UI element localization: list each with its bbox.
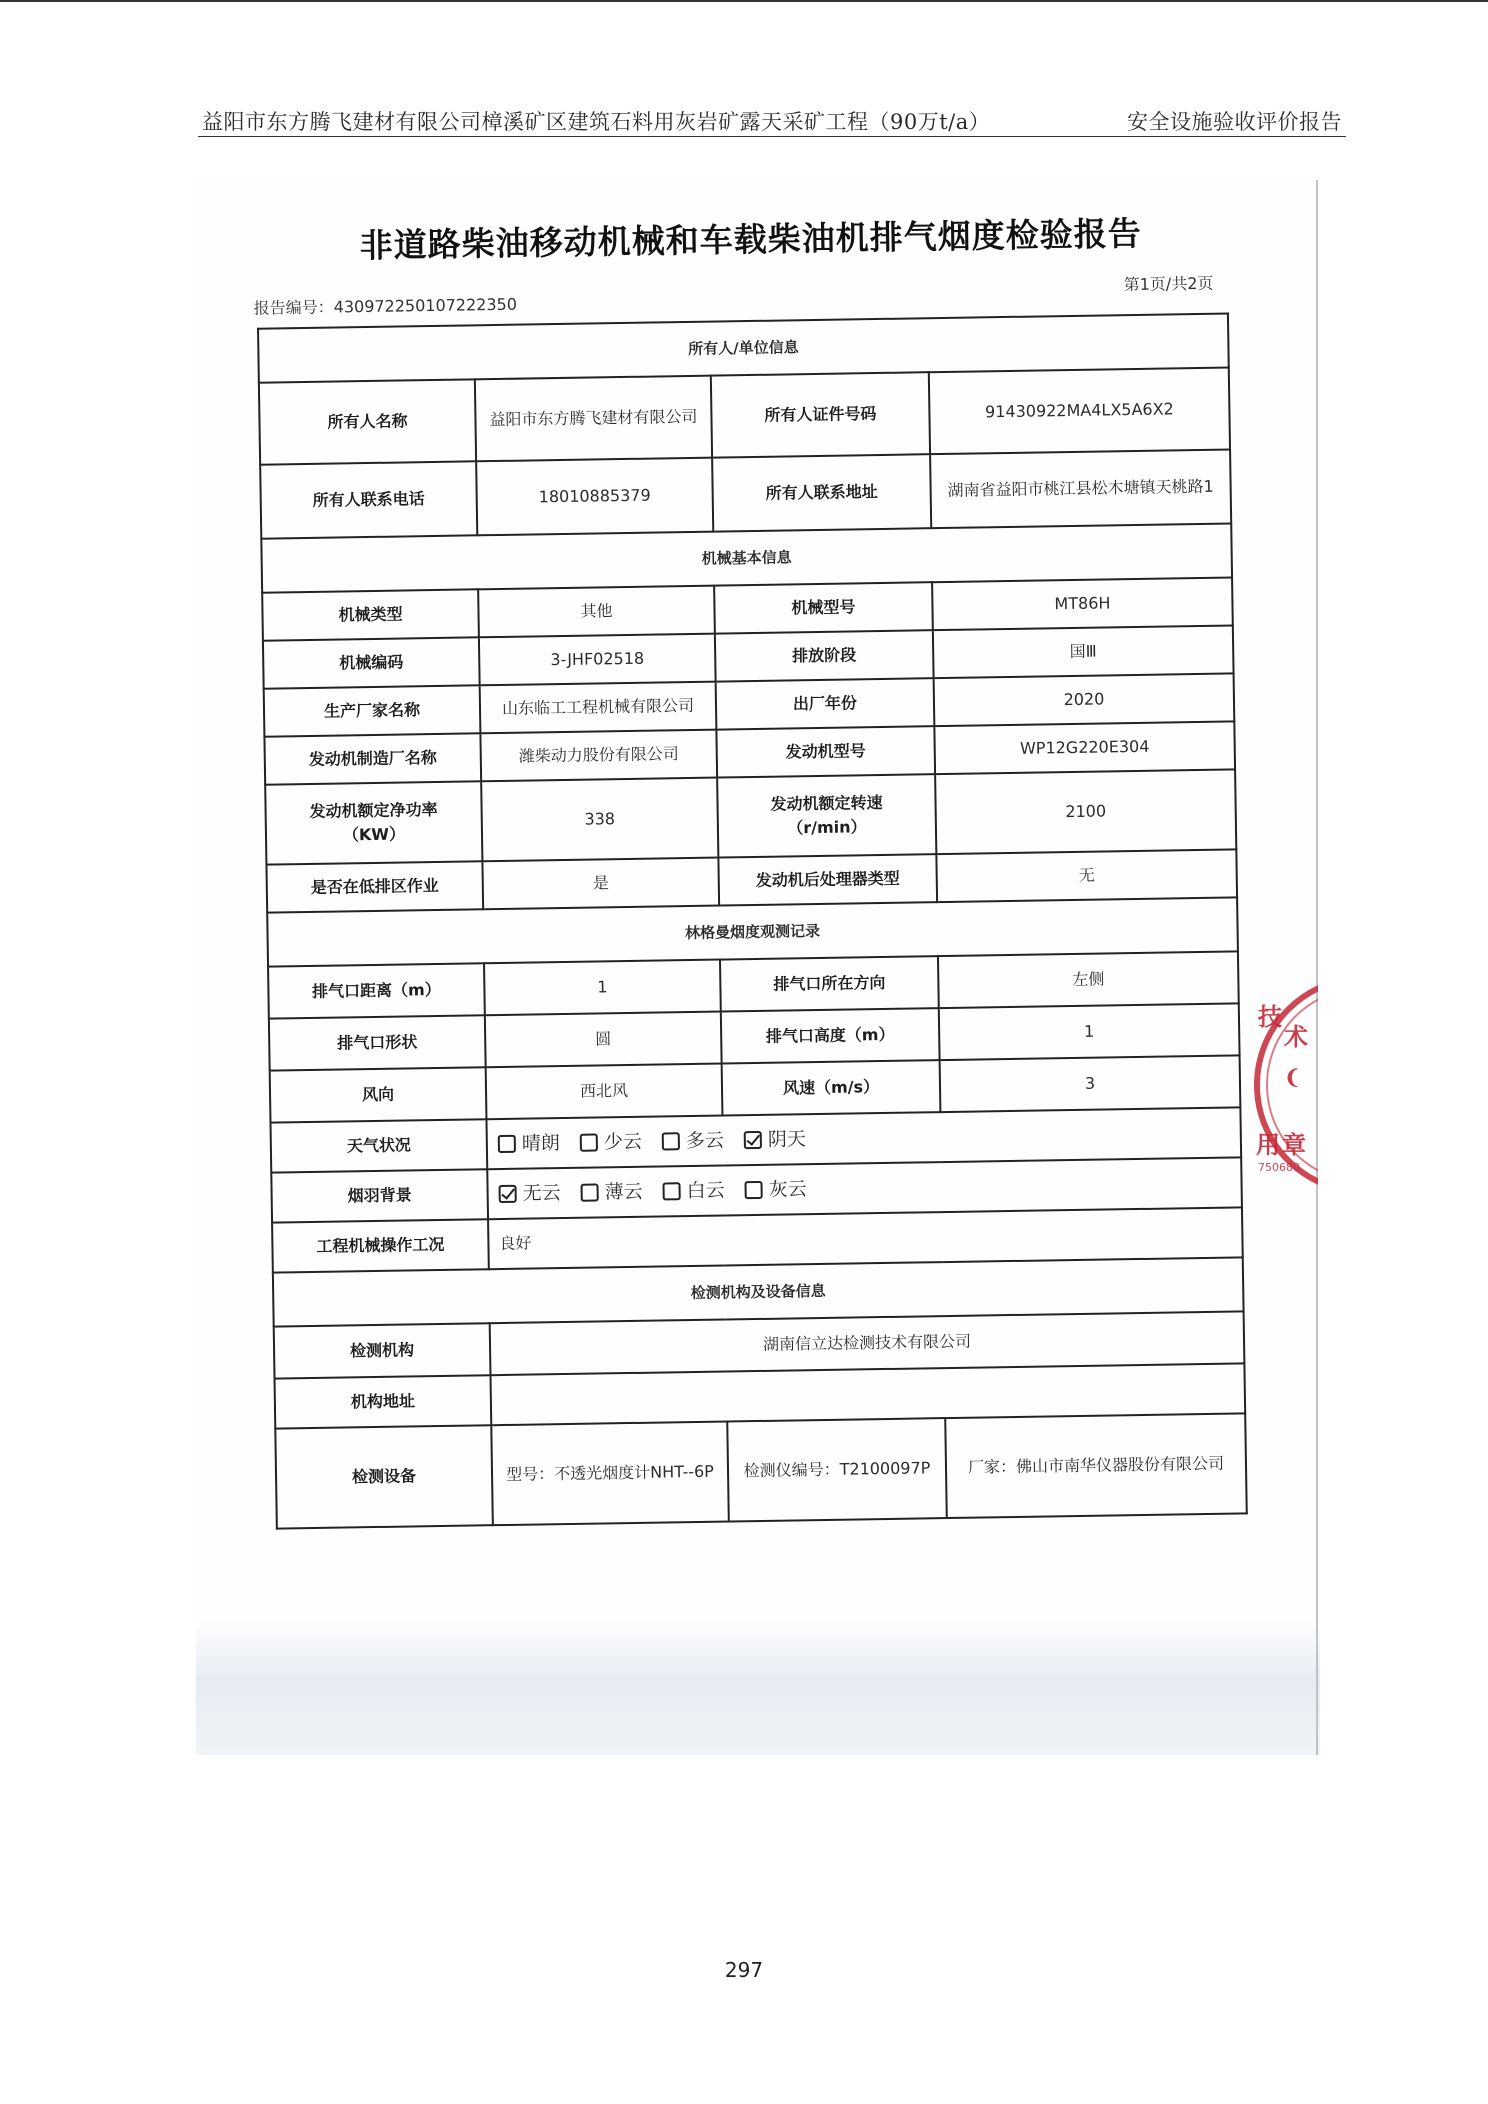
engine-power-label-line2: （KW） [342, 824, 406, 845]
owner-name-value: 益阳市东方腾飞建材有限公司 [475, 376, 712, 462]
background-option-label: 薄云 [604, 1180, 643, 1204]
owner-address-label: 所有人联系地址 [712, 454, 931, 531]
low-emission-zone-label: 是否在低排区作业 [266, 861, 483, 912]
seal-digits: 750680 [1258, 1161, 1300, 1174]
seal-char: 术 [1284, 1022, 1308, 1051]
machine-code-label: 机械编码 [263, 637, 480, 688]
manufacturer-label: 生产厂家名称 [264, 685, 481, 736]
scan-shadow [196, 1620, 1320, 1755]
exhaust-direction-value: 左侧 [938, 951, 1239, 1008]
owner-id-label: 所有人证件号码 [711, 372, 930, 457]
low-emission-zone-value: 是 [482, 858, 719, 910]
engine-model-value: WP12G220E304 [934, 721, 1235, 774]
engine-maker-value: 潍柴动力股份有限公司 [480, 730, 717, 782]
exhaust-height-value: 1 [939, 1003, 1240, 1060]
weather-option-clear [498, 1129, 560, 1158]
operating-condition-value: 良好 [488, 1207, 1243, 1269]
engine-speed-label [717, 774, 936, 857]
header-project-title: 益阳市东方腾飞建材有限公司樟溪矿区建筑石料用灰岩矿露天采矿工程（90万t/a） [202, 110, 991, 134]
institution-value: 湖南信立达检测技术有限公司 [490, 1311, 1245, 1375]
exhaust-shape-label: 排气口形状 [269, 1015, 486, 1070]
checkbox-icon [662, 1132, 680, 1150]
checked-checkbox-icon [744, 1131, 762, 1149]
manufacturer-value: 山东临工工程机械有限公司 [480, 682, 717, 734]
wind-speed-value: 3 [940, 1055, 1241, 1112]
institution-section-title: 检测机构及设备信息 [273, 1257, 1244, 1326]
page-indicator: 第1页/共2页 [1123, 273, 1214, 295]
engine-speed-label-line1: 发动机额定转速 [770, 792, 883, 814]
background-option-grey-cloud [744, 1175, 806, 1204]
emission-stage-value: 国Ⅲ [933, 625, 1234, 678]
report-title: 非道路柴油移动机械和车载柴油机排气烟度检验报告 [359, 213, 1142, 266]
equipment-maker: 厂家：佛山市南华仪器股份有限公司 [945, 1413, 1247, 1518]
exhaust-distance-label: 排气口距离（m） [268, 963, 485, 1018]
checkbox-icon [498, 1135, 516, 1153]
exhaust-direction-label: 排气口所在方向 [720, 956, 939, 1011]
weather-option-label: 阴天 [767, 1127, 807, 1151]
background-option-white-cloud [662, 1176, 724, 1205]
engine-speed-label-line2: （r/min） [787, 817, 867, 838]
engine-speed-value: 2100 [935, 769, 1236, 854]
running-header [198, 104, 1346, 137]
weather-option-label: 多云 [685, 1129, 725, 1152]
official-seal-fragment [1254, 975, 1318, 1195]
seal-char: 章 [1282, 1130, 1306, 1159]
machine-model-label: 机械型号 [714, 582, 933, 633]
exhaust-distance-value: 1 [484, 960, 721, 1016]
header-report-type: 安全设施验收评价报告 [1127, 110, 1342, 134]
year-label: 出厂年份 [716, 678, 935, 729]
engine-maker-label: 发动机制造厂名称 [264, 733, 481, 784]
equipment-label: 检测设备 [275, 1425, 493, 1528]
year-value: 2020 [934, 673, 1235, 726]
checkbox-icon [580, 1133, 598, 1151]
checkbox-icon [581, 1183, 599, 1201]
aftertreatment-label: 发动机后处理器类型 [718, 854, 937, 905]
top-border [0, 0, 1488, 2]
wind-direction-label: 风向 [270, 1067, 487, 1122]
machine-type-label: 机械类型 [262, 589, 479, 640]
engine-power-label-line1: 发动机额定净功率 [309, 799, 438, 821]
machine-model-value: MT86H [932, 577, 1233, 630]
machine-type-value: 其他 [478, 586, 715, 638]
background-option-label: 白云 [686, 1179, 725, 1202]
seal-star-icon: ❨ [1284, 1065, 1301, 1089]
weather-option-cloudy [662, 1126, 724, 1155]
institution-address-label: 机构地址 [275, 1375, 492, 1428]
wind-speed-label: 风速（m/s） [722, 1060, 941, 1115]
exhaust-shape-value: 圆 [485, 1012, 722, 1068]
equipment-model: 型号：不透光烟度计NHT--6P [491, 1421, 729, 1525]
background-option-label: 灰云 [768, 1177, 807, 1201]
machine-code-value: 3-JHF02518 [479, 634, 716, 686]
background-option-label: 无云 [522, 1181, 561, 1205]
owner-id-value: 91430922MA4LX5A6X2 [929, 367, 1230, 454]
emission-stage-label: 排放阶段 [715, 630, 934, 681]
weather-option-overcast [744, 1125, 806, 1154]
weather-option-label: 晴朗 [521, 1131, 561, 1155]
exhaust-height-label: 排气口高度（m） [721, 1008, 940, 1063]
inspection-report [240, 184, 1262, 1580]
institution-label: 检测机构 [274, 1323, 491, 1378]
aftertreatment-value: 无 [936, 849, 1237, 902]
operating-condition-label: 工程机械操作工况 [272, 1219, 489, 1272]
engine-power-value: 338 [481, 778, 718, 862]
owner-section-title: 所有人/单位信息 [258, 313, 1229, 382]
scan-edge [1316, 180, 1318, 1755]
report-number: 报告编号：430972250107222350 [253, 294, 518, 318]
seal-char: 用 [1256, 1130, 1280, 1159]
background-option-no-cloud [498, 1179, 560, 1208]
checked-checkbox-icon [499, 1185, 517, 1203]
weather-option-few-clouds [580, 1128, 642, 1157]
seal-char: 技 [1258, 1002, 1282, 1031]
weather-label: 天气状况 [270, 1119, 487, 1172]
plume-background-label: 烟羽背景 [271, 1169, 488, 1222]
inspection-form [257, 312, 1248, 1529]
page-number: 297 [724, 1958, 764, 1982]
checkbox-icon [663, 1182, 681, 1200]
owner-name-label: 所有人名称 [259, 379, 476, 464]
engine-model-label: 发动机型号 [716, 726, 935, 777]
machine-section-title: 机械基本信息 [261, 523, 1232, 592]
owner-phone-value: 18010885379 [476, 458, 713, 536]
weather-option-label: 少云 [603, 1130, 643, 1154]
background-option-thin-cloud [580, 1178, 642, 1207]
ringelmann-section-title: 林格曼烟度观测记录 [267, 897, 1238, 966]
equipment-number: 检测仪编号：T2100097P [727, 1418, 947, 1521]
wind-direction-value: 西北风 [486, 1064, 723, 1120]
owner-address-value: 湖南省益阳市桃江县松木塘镇天桃路1 [930, 449, 1231, 528]
engine-power-label [265, 781, 482, 864]
owner-phone-label: 所有人联系电话 [260, 461, 477, 538]
checkbox-icon [745, 1181, 763, 1199]
